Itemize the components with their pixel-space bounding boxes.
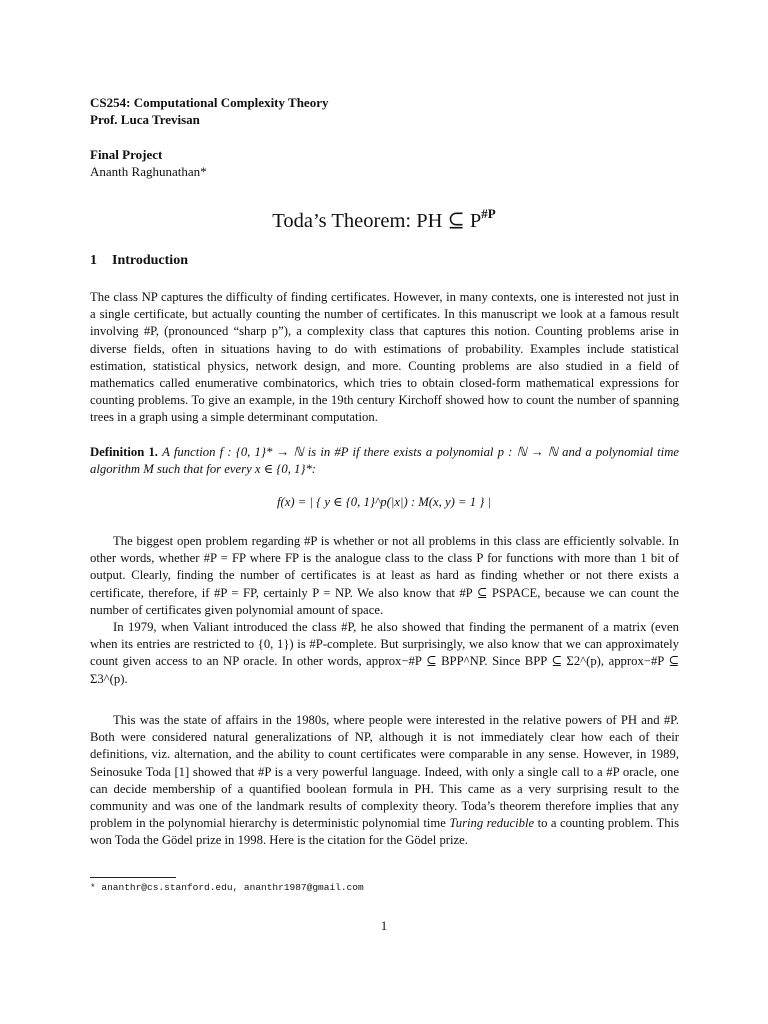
paragraph-3-text: In 1979, when Valiant introduced the class #P, he also showed that finding the permanent of a matrix (even when its entries are restricted to {0, 1}) is #P-complete. But surprisingly, we also know that we can approximately count given access to an NP oracle. In other words, approx−#P ⊆ BPP^NP. Since BPP ⊆ Σ2^(p), approx−#P ⊆ Σ3^(p). [90,620,679,686]
page-number: 1 [380,918,388,933]
footnote: * ananthr@cs.stanford.edu, ananthr1987@gmail.com [90,882,364,893]
paragraph-4 [90,712,679,850]
section-title: Introduction [112,253,188,268]
section-number: 1 [90,253,97,268]
intro-text: The class NP captures the difficulty of finding certificates. However, in many contexts, one is interested not just in a single certificate, but actually counting the number of certificates. In this manuscript we look at a famous result involving #P, (pronounced “sharp p”), a complexity class that captures this notion. Counting problems arise in diverse fields, often in situations having to do with estimations of probability. Examples include statistical estimation, statistical physics, network design, and more. Counting problems are also studied in a field of mathematics called enumerative combinatorics, which tries to obtain closed-form mathematical expressions for counting problems. To give an example, in the 19th century Kirchoff showed how to count the number of spanning trees in a graph using a simple determinant computation. [90,290,679,425]
definition-label: Definition 1. [90,445,158,459]
professor-name: Prof. Luca Trevisan [90,112,200,127]
intro-paragraph [90,289,679,427]
paragraph-4-tail: to a counting problem. This won Toda the Gödel prize in 1998. Here is the citation for the Gödel prize. [90,816,680,848]
paragraph-4-text: This was the state of affairs in the 1980s, where people were interested in the relative powers of PH and #P. Both were considered natural generalizations of NP, although it is not immediately clear how each of their definitions, viz. alternation, and the ability to count certificates were comparable in any sense. However, in 1989, Seinosuke Toda [1] showed that #P is a very powerful language. Indeed, with only a single call to a #P oracle, one can decide membership of a quantified boolean formula in PH. This came as a very surprising result to the community and was one of the landmark results of complexity theory. Toda’s theorem therefore implies that any problem in the polynomial hierarchy is deterministic polynomial time [90,713,679,831]
title-main: Toda’s Theorem: PH ⊆ P [272,210,482,232]
section-heading [90,253,679,269]
turing-reducible-term: Turing reducible [449,816,535,831]
title-superscript: #P [481,206,496,221]
course-title: CS254: Computational Complexity Theory [90,95,329,110]
paragraph-2 [90,533,679,619]
definition-equation: f(x) = | { y ∈ {0, 1}^p(|x|) : M(x, y) = 1 } | [276,495,492,509]
definition-block [90,444,679,478]
definition-text: A function f : {0, 1}* → ℕ is in #P if there exists a polynomial p : ℕ → ℕ and a polynomial time algorithm M such that for every x ∈ {0, 1}*: [90,445,679,477]
project-label: Final Project [90,147,163,162]
paragraph-2-text: The biggest open problem regarding #P is whether or not all problems in this class are efficiently solvable. In other words, whether #P = FP where FP is the analogue class to the class P for functions with more than 1 bit of output. Clearly, finding the number of certificates is at least as hard as finding whether or not there exists a certificate, therefore, if #P = FP, certainly P = NP. We also know that #P ⊆ PSPACE, because we can count the number of certificates given polynomial amount of space. [90,534,679,617]
paragraph-3 [90,619,679,688]
footnote-rule [90,877,176,878]
author-name: Ananth Raghunathan* [90,164,207,179]
paper-title [0,201,768,234]
